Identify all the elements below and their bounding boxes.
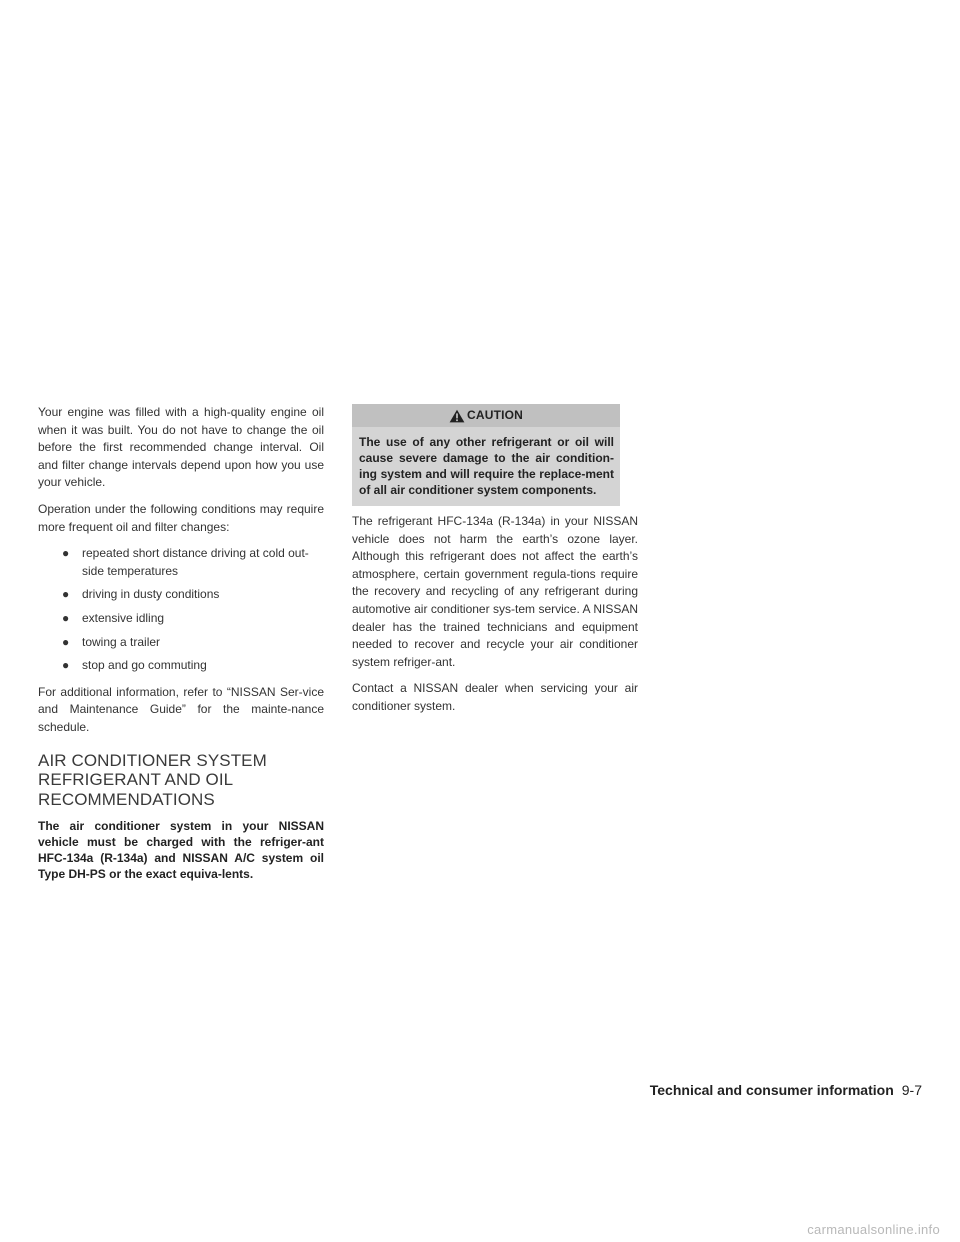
list-item (38, 586, 324, 604)
watermark: carmanualsonline.info (807, 1222, 940, 1237)
left-column (38, 404, 324, 891)
conditions-intro: Operation under the following conditions may require more frequent oil and filter changes: (38, 501, 324, 534)
page-footer (650, 1082, 922, 1098)
engine-oil-intro: Your engine was filled with a high-quality engine oil when it was built. You do not have to change the oil before the first recommended change interval. Oil and filter change intervals depend upon how you use your vehicle. (38, 405, 324, 490)
list-item-text: extensive idling (82, 610, 165, 625)
section-heading (38, 751, 324, 810)
bullet-icon: ● (62, 587, 70, 602)
list-item (38, 545, 324, 580)
bullet-icon: ● (62, 610, 70, 625)
refrigerant-info: The refrigerant HFC-134a (R-134a) in your NISSAN vehicle does not harm the earth’s ozone layer. Although this refrigerant does not affect the earth’s atmosphere, certain government regula-tions require the recovery and recycling of any refrigerant during automotive air conditioner sys-tem service. A NISSAN dealer has the trained technicians and equipment needed to recover and recycle your air conditioner system refriger-ant. (352, 514, 638, 669)
list-item-text: stop and go commuting (82, 658, 207, 673)
conditions-list (38, 545, 324, 675)
footer-section-title: Technical and consumer information (649, 1082, 894, 1098)
list-item-text: repeated short distance driving at cold out-side temperatures (82, 546, 309, 578)
section-heading-line: REFRIGERANT AND OIL (38, 770, 234, 789)
page-number: 9-7 (901, 1082, 922, 1098)
list-item-text: towing a trailer (82, 634, 161, 649)
refrigerant-requirement: The air conditioner system in your NISSAN vehicle must be charged with the refriger-ant HFC-134a (R-134a) and NISSAN A/C system oil Type DH-PS or the exact equiva-lents. (38, 819, 324, 881)
section-heading-line: AIR CONDITIONER SYSTEM (38, 750, 267, 770)
warning-triangle-icon (449, 409, 465, 423)
caution-header (352, 404, 620, 427)
bullet-icon: ● (62, 634, 70, 649)
caution-title: CAUTION (466, 407, 524, 422)
caution-text: The use of any other refrigerant or oil will cause severe damage to the air condition-ing system and will require the replace-ment of all air conditioner system components. (359, 435, 614, 497)
bullet-icon: ● (62, 546, 70, 561)
right-column (352, 404, 638, 725)
caution-box (352, 404, 620, 506)
bullet-icon: ● (62, 658, 70, 673)
list-item-text: driving in dusty conditions (82, 587, 220, 602)
additional-info: For additional information, refer to “NISSAN Ser-vice and Maintenance Guide” for the mainte-nance schedule. (38, 684, 324, 734)
section-heading-line: RECOMMENDATIONS (38, 789, 215, 809)
list-item (38, 657, 324, 675)
list-item (38, 610, 324, 628)
list-item (38, 634, 324, 652)
contact-dealer: Contact a NISSAN dealer when servicing your air conditioner system. (352, 681, 638, 713)
